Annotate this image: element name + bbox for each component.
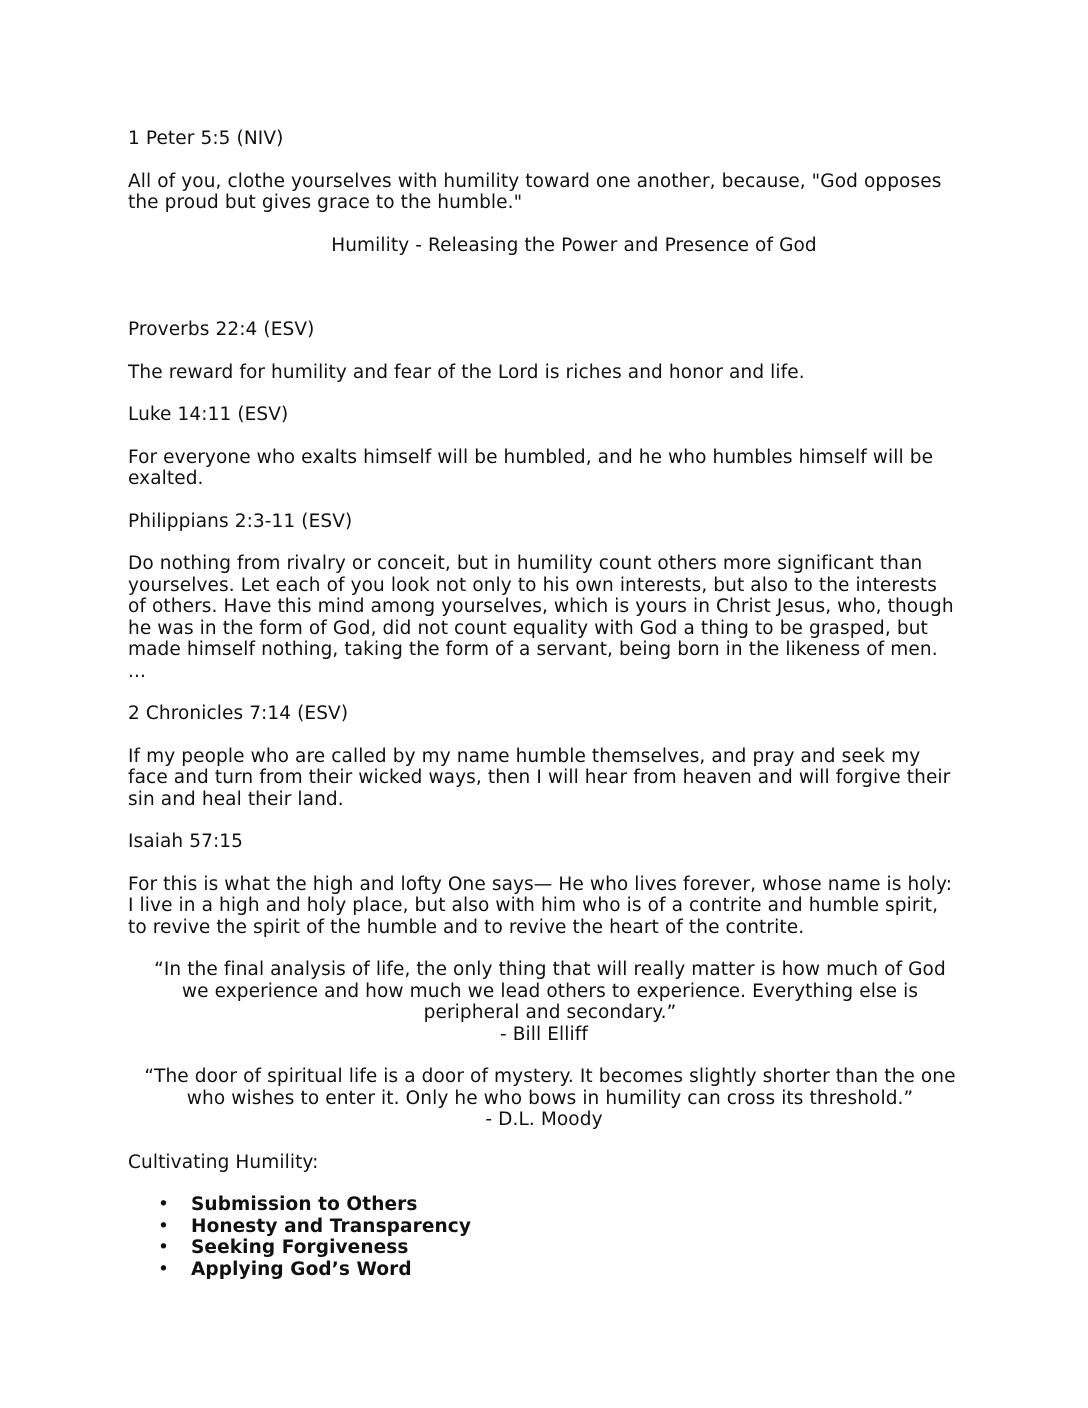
list-heading: Cultivating Humility:	[128, 1151, 319, 1173]
humility-list	[128, 1194, 960, 1280]
list-item	[158, 1237, 960, 1259]
list-item	[158, 1216, 960, 1238]
list-item-label: Applying God’s Word	[191, 1258, 412, 1280]
verse-text: For everyone who exalts himself will be humbled, and he who humbles himself will be exalted.	[128, 446, 934, 489]
verse-text: For this is what the high and lofty One says— He who lives forever, whose name is holy: I live in a high and holy place, but also with him who is of a contrite and humble spirit, to revive the spirit of the humble and to revive the heart of the contrite.	[128, 873, 953, 938]
header-verse-reference: 1 Peter 5:5 (NIV)	[128, 128, 284, 149]
verse-reference: 2 Chronicles 7:14 (ESV)	[128, 703, 349, 724]
verse-text: Do nothing from rivalry or conceit, but in humility count others more significant than yourselves. Let each of you look not only to his own interests, but also to the interests of others. Have this mind among yourselves, which is yours in Christ Jesus, who, though he was in the form of God, did not count equality with God a thing to be grasped, but made himself nothing, taking the form of a servant, being born in the likeness of men. ...	[128, 553, 954, 682]
bullet-icon: •	[158, 1194, 170, 1215]
quote-author: - D.L. Moody	[485, 1109, 603, 1130]
quote-text: “The door of spiritual life is a door of mystery. It becomes slightly shorter than the one who wishes to enter it. Only he who bows in humility can cross its threshold.”	[144, 1066, 956, 1109]
list-item	[158, 1259, 960, 1281]
verse-text: If my people who are called by my name humble themselves, and pray and seek my face and turn from their wicked ways, then I will hear from heaven and will forgive their sin and heal their land.	[128, 745, 951, 810]
document-title: Humility - Releasing the Power and Presence of God	[331, 234, 817, 256]
verse-reference: Proverbs 22:4 (ESV)	[128, 319, 315, 340]
verse-reference: Luke 14:11 (ESV)	[128, 404, 289, 425]
bullet-icon: •	[158, 1215, 170, 1237]
list-item	[158, 1194, 960, 1216]
document-page	[128, 128, 960, 1280]
bullet-icon: •	[158, 1237, 170, 1258]
verse-reference: Philippians 2:3-11 (ESV)	[128, 510, 353, 532]
header-verse-text: All of you, clothe yourselves with humility toward one another, because, "God opposes the proud but gives grace to the humble."	[128, 170, 942, 213]
bullet-icon: •	[158, 1258, 170, 1280]
verse-text: The reward for humility and fear of the Lord is riches and honor and life.	[128, 361, 805, 383]
quote-text: “In the final analysis of life, the only thing that will really matter is how much of God we experience and how much we lead others to experience. Everything else is peripheral and secondary.”	[154, 959, 946, 1023]
list-item-label: Submission to Others	[191, 1194, 418, 1215]
list-item-label: Seeking Forgiveness	[191, 1237, 409, 1258]
list-item-label: Honesty and Transparency	[191, 1215, 471, 1237]
quote-author: - Bill Elliff	[500, 1023, 588, 1045]
verse-reference: Isaiah 57:15	[128, 831, 244, 852]
